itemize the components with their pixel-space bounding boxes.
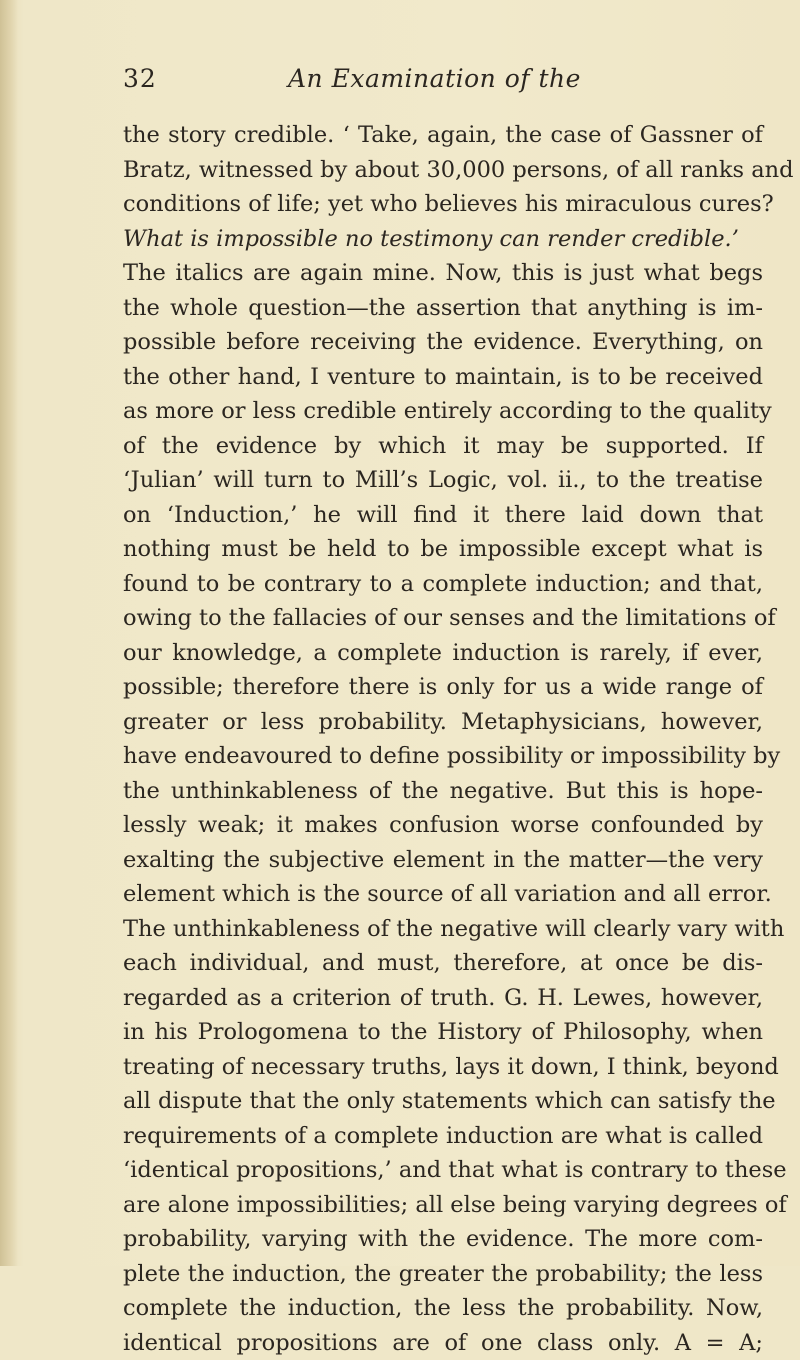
text-line: element which is the source of all variation and all error.	[123, 877, 763, 912]
text-line: ‘identical propositions,’ and that what is contrary to these	[123, 1153, 763, 1188]
text-line: found to be contrary to a complete induction; and that,	[123, 567, 763, 602]
running-title: An Examination of the	[288, 64, 581, 93]
text-line: identical propositions are of one class only. A = A;	[123, 1326, 763, 1360]
text-line: the other hand, I venture to maintain, is to be received	[123, 360, 763, 395]
text-line: possible before receiving the evidence. Everything, on	[123, 325, 763, 360]
text-line: ‘Julian’ will turn to Mill’s Logic, vol. ii., to the treatise	[123, 463, 763, 498]
text-line: treating of necessary truths, lays it down, I think, beyond	[123, 1050, 763, 1085]
text-line: in his Prologomena to the History of Philosophy, when	[123, 1015, 763, 1050]
text-line: conditions of life; yet who believes his miraculous cures?	[123, 187, 763, 222]
text-line: The unthinkableness of the negative will clearly vary with	[123, 912, 763, 947]
text-line: our knowledge, a complete induction is rarely, if ever,	[123, 636, 763, 671]
text-line: The italics are again mine. Now, this is just what begs	[123, 256, 763, 291]
text-line: complete the induction, the less the probability. Now,	[123, 1291, 763, 1326]
text-line: all dispute that the only statements which can satisfy the	[123, 1084, 763, 1119]
text-line: the story credible. ‘ Take, again, the case of Gassner of	[123, 118, 763, 153]
page-number: 32	[123, 64, 157, 93]
text-line: requirements of a complete induction are what is called	[123, 1119, 763, 1154]
text-line: are alone impossibilities; all else being varying degrees of	[123, 1188, 763, 1223]
text-line: owing to the fallacies of our senses and the limitations of	[123, 601, 763, 636]
text-line: have endeavoured to define possibility or impossibility by	[123, 739, 763, 774]
body-text	[123, 118, 763, 1360]
text-line: lessly weak; it makes confusion worse confounded by	[123, 808, 763, 843]
text-line: the whole question—the assertion that anything is im-	[123, 291, 763, 326]
text-line: exalting the subjective element in the matter—the very	[123, 843, 763, 878]
text-line: greater or less probability. Metaphysicians, however,	[123, 705, 763, 740]
text-line: regarded as a criterion of truth. G. H. Lewes, however,	[123, 981, 763, 1016]
text-line: probability, varying with the evidence. The more com-	[123, 1222, 763, 1257]
text-line-italic-quote: What is impossible no testimony can render credible.’	[123, 222, 763, 257]
text-line: each individual, and must, therefore, at once be dis-	[123, 946, 763, 981]
text-line: nothing must be held to be impossible except what is	[123, 532, 763, 567]
text-line: of the evidence by which it may be supported. If	[123, 429, 763, 464]
page-gutter-shadow	[0, 0, 18, 1266]
text-line: as more or less credible entirely according to the quality	[123, 394, 763, 429]
running-header	[0, 64, 800, 104]
text-line: Bratz, witnessed by about 30,000 persons, of all ranks and	[123, 153, 763, 188]
text-line: possible; therefore there is only for us a wide range of	[123, 670, 763, 705]
text-line: on ‘Induction,’ he will find it there laid down that	[123, 498, 763, 533]
text-line: plete the induction, the greater the probability; the less	[123, 1257, 763, 1292]
text-line: the unthinkableness of the negative. But this is hope-	[123, 774, 763, 809]
